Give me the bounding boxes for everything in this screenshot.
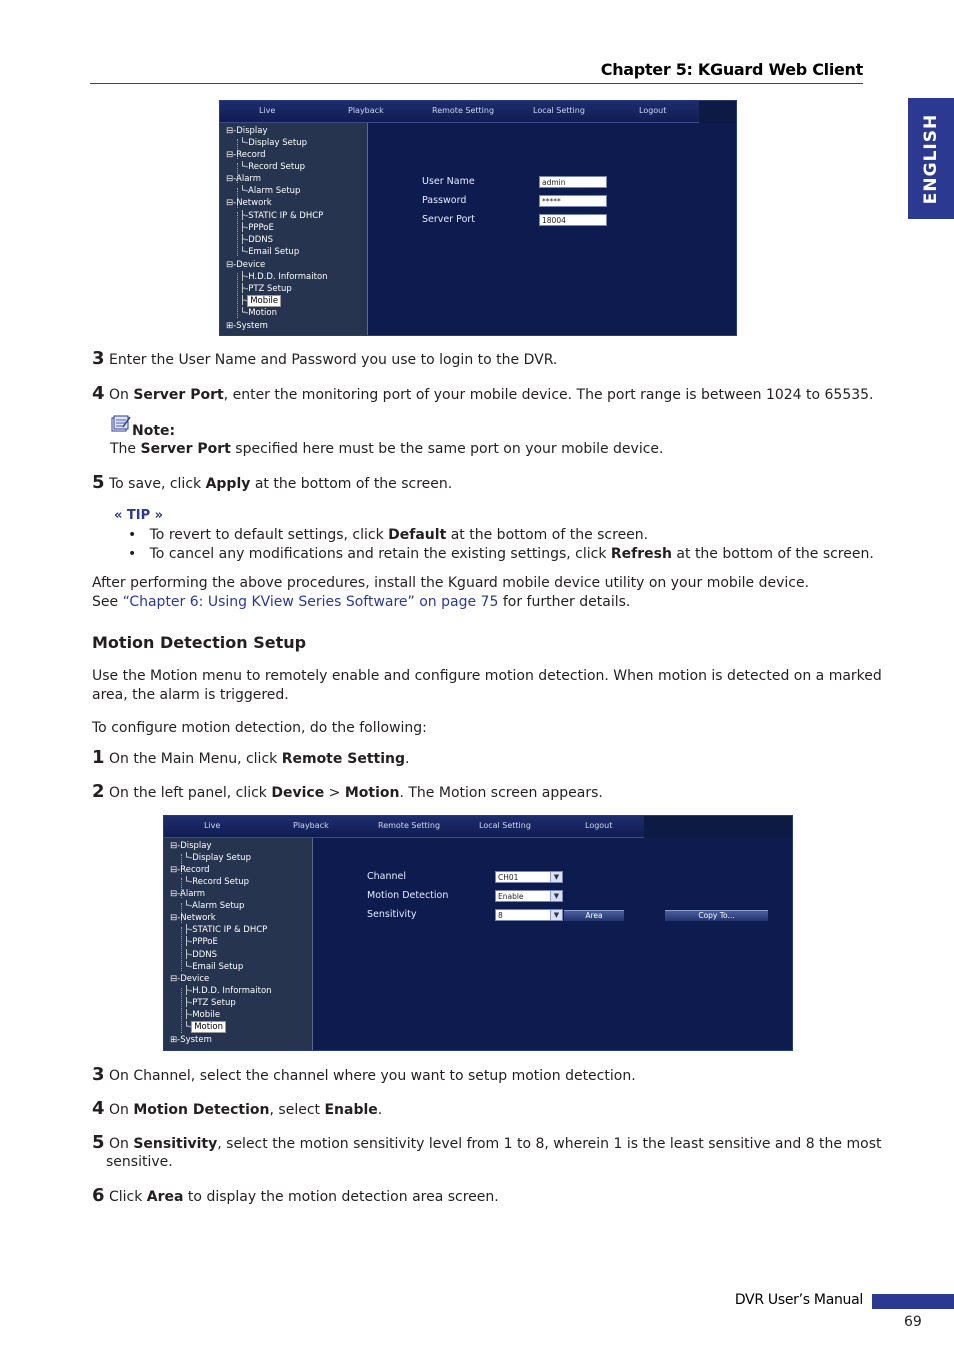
section-intro-3: To configure motion detection, do the following: xyxy=(92,720,427,736)
dvr-motion-screenshot xyxy=(163,815,793,1051)
tree-display-setup[interactable]: └-Display Setup xyxy=(184,853,251,863)
menu-logout[interactable]: Logout xyxy=(585,821,613,830)
menu-playback[interactable]: Playback xyxy=(348,106,384,115)
step-bold: Remote Setting xyxy=(281,751,405,767)
tree-record[interactable]: ⊟-Record xyxy=(170,865,210,875)
step-5-line xyxy=(92,1132,881,1153)
step-text: To save, click xyxy=(108,476,206,492)
tree-label: Device xyxy=(236,260,266,270)
step-3-line xyxy=(92,348,557,369)
user-name-label: User Name xyxy=(422,176,475,187)
step-bold: Server Port xyxy=(133,387,224,403)
tree-ptz-setup[interactable]: ├-PTZ Setup xyxy=(184,998,236,1008)
step-bold: Sensitivity xyxy=(133,1136,218,1152)
dvr-menu-bar-end xyxy=(699,101,737,123)
tree-ddns[interactable]: ├-DDNS xyxy=(184,950,218,960)
tree-ddns[interactable]: ├-DDNS xyxy=(240,235,274,245)
menu-remote-setting[interactable]: Remote Setting xyxy=(432,106,495,115)
tree-label: Network xyxy=(236,198,272,208)
menu-playback[interactable]: Playback xyxy=(293,821,329,830)
note-text xyxy=(110,441,664,457)
bullet-dot: • xyxy=(128,546,137,562)
tree-email-setup[interactable]: └-Email Setup xyxy=(240,247,300,257)
tree-network[interactable]: ⊟-Network xyxy=(226,198,272,208)
tree-label-selected: Mobile xyxy=(250,296,279,306)
step-text: . xyxy=(405,751,410,767)
tree-label: Motion xyxy=(248,308,278,318)
tree-label: Email Setup xyxy=(192,962,244,972)
channel-label: Channel xyxy=(367,871,407,882)
step-number: 3 xyxy=(92,1064,105,1085)
step-bold: Area xyxy=(146,1189,184,1205)
menu-logout[interactable]: Logout xyxy=(639,106,667,115)
section-intro-1: Use the Motion menu to remotely enable and configure motion detection. When motion is detected on a marked xyxy=(92,668,882,684)
tree-label: Alarm xyxy=(236,174,262,184)
tree-line xyxy=(181,927,182,971)
tree-motion[interactable]: └- Motion xyxy=(184,1022,224,1032)
tree-label: Device xyxy=(180,974,210,984)
tree-label: DDNS xyxy=(192,950,218,960)
step-text: , select the motion sensitivity level from 1 to 8, wherein 1 is the least sensitive and 8 the most xyxy=(217,1136,882,1152)
sensitivity-select[interactable] xyxy=(495,909,563,921)
menu-local-setting[interactable]: Local Setting xyxy=(533,106,585,115)
menu-local-setting[interactable]: Local Setting xyxy=(479,821,531,830)
tree-hdd-info[interactable]: ├-H.D.D. Informaiton xyxy=(240,272,328,282)
bullet-dot: • xyxy=(128,527,137,543)
tree-alarm-setup[interactable]: └-Alarm Setup xyxy=(184,901,245,911)
tree-pppoe[interactable]: ├-PPPoE xyxy=(184,937,218,947)
tip-text: To cancel any modifications and retain the existing settings, click xyxy=(149,546,611,562)
tree-label: STATIC IP & DHCP xyxy=(248,211,324,221)
step-5-continuation: sensitive. xyxy=(106,1154,173,1170)
tree-alarm[interactable]: ⊟-Alarm xyxy=(226,174,262,184)
tip-title: « TIP » xyxy=(114,508,164,523)
step-bold: Enable xyxy=(324,1102,378,1118)
dvr-menu-bar-end xyxy=(644,816,793,838)
tree-alarm[interactable]: ⊟-Alarm xyxy=(170,889,206,899)
tree-network[interactable]: ⊟-Network xyxy=(170,913,216,923)
tip-bold: Refresh xyxy=(610,546,672,562)
tree-line xyxy=(237,273,238,318)
tip-text: at the bottom of the screen. xyxy=(446,527,649,543)
tree-display[interactable]: ⊟-Display xyxy=(170,841,212,851)
server-port-label: Server Port xyxy=(422,214,476,225)
step-1-line xyxy=(92,747,409,768)
tree-record-setup[interactable]: └-Record Setup xyxy=(184,877,249,887)
step-text: , enter the monitoring port of your mobile device. The port range is between 1024 to 65535. xyxy=(223,387,874,403)
tree-line xyxy=(237,212,238,256)
tree-label: H.D.D. Informaiton xyxy=(248,272,328,282)
step-text: > xyxy=(324,785,345,801)
language-tab xyxy=(908,98,954,219)
step-number: 5 xyxy=(92,1132,105,1153)
channel-value: CH01 xyxy=(498,873,519,882)
tree-label: Email Setup xyxy=(248,247,300,257)
tree-label: H.D.D. Informaiton xyxy=(192,986,272,996)
tree-display-setup[interactable]: └-Display Setup xyxy=(240,138,307,148)
step-bold: Device xyxy=(271,785,325,801)
step-number: 6 xyxy=(92,1185,105,1206)
after-text: for further details. xyxy=(498,594,631,610)
after-line-1: After performing the above procedures, install the Kguard mobile device utility on your mobile device. xyxy=(92,575,810,591)
tip-text: To revert to default settings, click xyxy=(149,527,389,543)
tree-label: PPPoE xyxy=(192,937,218,947)
tree-label: PPPoE xyxy=(248,223,274,233)
step-text: Enter the User Name and Password you use to login to the DVR. xyxy=(108,352,558,368)
tree-label: PTZ Setup xyxy=(248,284,292,294)
sensitivity-value: 8 xyxy=(498,911,503,920)
tree-label: STATIC IP & DHCP xyxy=(192,925,268,935)
page-number: 69 xyxy=(904,1314,922,1330)
tree-pppoe[interactable]: ├-PPPoE xyxy=(240,223,274,233)
tree-label: Mobile xyxy=(192,1010,221,1020)
tree-record-setup[interactable]: └-Record Setup xyxy=(240,162,305,172)
step-number: 4 xyxy=(92,383,105,404)
motion-detection-select[interactable] xyxy=(495,890,563,902)
dvr-menu-bar xyxy=(220,101,699,123)
dvr-mobile-screenshot xyxy=(219,100,737,336)
tree-label: Display xyxy=(180,841,212,851)
menu-live[interactable]: Live xyxy=(204,821,221,830)
tree-device[interactable]: ⊟-Device xyxy=(226,260,266,270)
step-bold: Apply xyxy=(205,476,251,492)
tree-label: Alarm xyxy=(180,889,206,899)
tip-bullet xyxy=(128,546,874,562)
step-number: 3 xyxy=(92,348,105,369)
sensitivity-label: Sensitivity xyxy=(367,909,417,920)
tree-record[interactable]: ⊟-Record xyxy=(226,150,266,160)
section-heading: Motion Detection Setup xyxy=(92,633,307,652)
tree-line xyxy=(181,988,182,1033)
user-name-input[interactable]: admin xyxy=(539,176,607,188)
tree-label-selected: Motion xyxy=(194,1022,224,1032)
step-bold: Motion xyxy=(344,785,400,801)
step-text: , select xyxy=(269,1102,325,1118)
step-text: Click xyxy=(108,1189,147,1205)
password-input[interactable]: ***** xyxy=(539,195,607,207)
tree-label: DDNS xyxy=(248,235,274,245)
manual-title: DVR User’s Manual xyxy=(734,1292,863,1308)
step-3-line xyxy=(92,1064,636,1085)
language-tab-label: ENGLISH xyxy=(921,113,941,204)
note-title: Note: xyxy=(132,423,176,439)
after-text: See xyxy=(92,594,123,610)
tree-device[interactable]: ⊟-Device xyxy=(170,974,210,984)
step-text: On xyxy=(108,1102,134,1118)
footer-accent-bar xyxy=(872,1294,954,1309)
tree-label: Display Setup xyxy=(192,853,251,863)
tree-label: Network xyxy=(180,913,216,923)
step-number: 5 xyxy=(92,472,105,493)
step-2-line xyxy=(92,781,603,802)
step-text: On the Main Menu, click xyxy=(108,751,282,767)
note-icon xyxy=(109,415,131,432)
menu-remote-setting[interactable]: Remote Setting xyxy=(378,821,441,830)
tree-email-setup[interactable]: └-Email Setup xyxy=(184,962,244,972)
tree-label: Alarm Setup xyxy=(248,186,301,196)
channel-select[interactable] xyxy=(495,871,563,883)
tree-label: System xyxy=(236,321,268,331)
tree-ptz-setup[interactable]: ├-PTZ Setup xyxy=(240,284,292,294)
note-text-post: specified here must be the same port on your mobile device. xyxy=(230,441,664,457)
header-rule xyxy=(90,83,863,84)
chevron-down-icon[interactable]: ▼ xyxy=(550,872,562,882)
tip-text: at the bottom of the screen. xyxy=(671,546,874,562)
step-text: at the bottom of the screen. xyxy=(250,476,453,492)
tree-static-ip[interactable]: ├-STATIC IP & DHCP xyxy=(184,925,268,935)
step-4-line xyxy=(92,1098,382,1119)
tree-label: Record Setup xyxy=(192,877,249,887)
motion-detection-label: Motion Detection xyxy=(367,890,449,901)
note-bold: Server Port xyxy=(140,441,231,457)
motion-detection-value: Enable xyxy=(498,892,524,901)
step-text: On xyxy=(108,387,134,403)
step-text: On the left panel, click xyxy=(108,785,272,801)
step-text: . xyxy=(377,1102,383,1118)
tree-mobile[interactable]: ├- Mobile xyxy=(240,296,279,306)
tip-bullet xyxy=(128,527,648,543)
step-text: On xyxy=(108,1136,134,1152)
chevron-down-icon[interactable]: ▼ xyxy=(550,910,562,920)
tree-label: System xyxy=(180,1035,212,1045)
step-5-line xyxy=(92,472,452,493)
dvr-menu-bar xyxy=(164,816,644,838)
tree-label: PTZ Setup xyxy=(192,998,236,1008)
step-6-line xyxy=(92,1185,499,1206)
step-text: to display the motion detection area screen. xyxy=(183,1189,499,1205)
tree-label: Record xyxy=(180,865,210,875)
tree-mobile[interactable]: ├-Mobile xyxy=(184,1010,221,1020)
copy-to-button[interactable]: Copy To... xyxy=(665,910,768,921)
area-button[interactable]: Area xyxy=(564,910,624,921)
tip-bold: Default xyxy=(388,527,447,543)
tree-hdd-info[interactable]: ├-H.D.D. Informaiton xyxy=(184,986,272,996)
note-text-pre: The xyxy=(110,441,141,457)
step-number: 4 xyxy=(92,1098,105,1119)
chapter-6-link[interactable]: “Chapter 6: Using KView Series Software” on page 75 xyxy=(122,594,499,610)
step-text: . The Motion screen appears. xyxy=(399,785,603,801)
tree-system[interactable]: ⊞-System xyxy=(226,321,268,331)
tree-alarm-setup[interactable]: └-Alarm Setup xyxy=(240,186,301,196)
step-4-line xyxy=(92,383,874,404)
tree-label: Display Setup xyxy=(248,138,307,148)
step-number: 1 xyxy=(92,747,105,768)
tree-system[interactable]: ⊞-System xyxy=(170,1035,212,1045)
tree-motion[interactable]: └-Motion xyxy=(240,308,278,318)
section-intro-2: area, the alarm is triggered. xyxy=(92,687,289,703)
step-bold: Motion Detection xyxy=(133,1102,270,1118)
tree-static-ip[interactable]: ├-STATIC IP & DHCP xyxy=(240,211,324,221)
chapter-title: Chapter 5: KGuard Web Client xyxy=(600,60,863,79)
step-text: On Channel, select the channel where you want to setup motion detection. xyxy=(108,1068,636,1084)
server-port-input[interactable]: 18004 xyxy=(539,214,607,226)
step-number: 2 xyxy=(92,781,105,802)
chevron-down-icon[interactable]: ▼ xyxy=(550,891,562,901)
menu-live[interactable]: Live xyxy=(259,106,276,115)
tree-display[interactable]: ⊟-Display xyxy=(226,126,268,136)
tree-label: Record xyxy=(236,150,266,160)
after-line-2 xyxy=(92,594,630,610)
tree-label: Record Setup xyxy=(248,162,305,172)
tree-label: Alarm Setup xyxy=(192,901,245,911)
password-label: Password xyxy=(422,195,467,206)
tree-label: Display xyxy=(236,126,268,136)
